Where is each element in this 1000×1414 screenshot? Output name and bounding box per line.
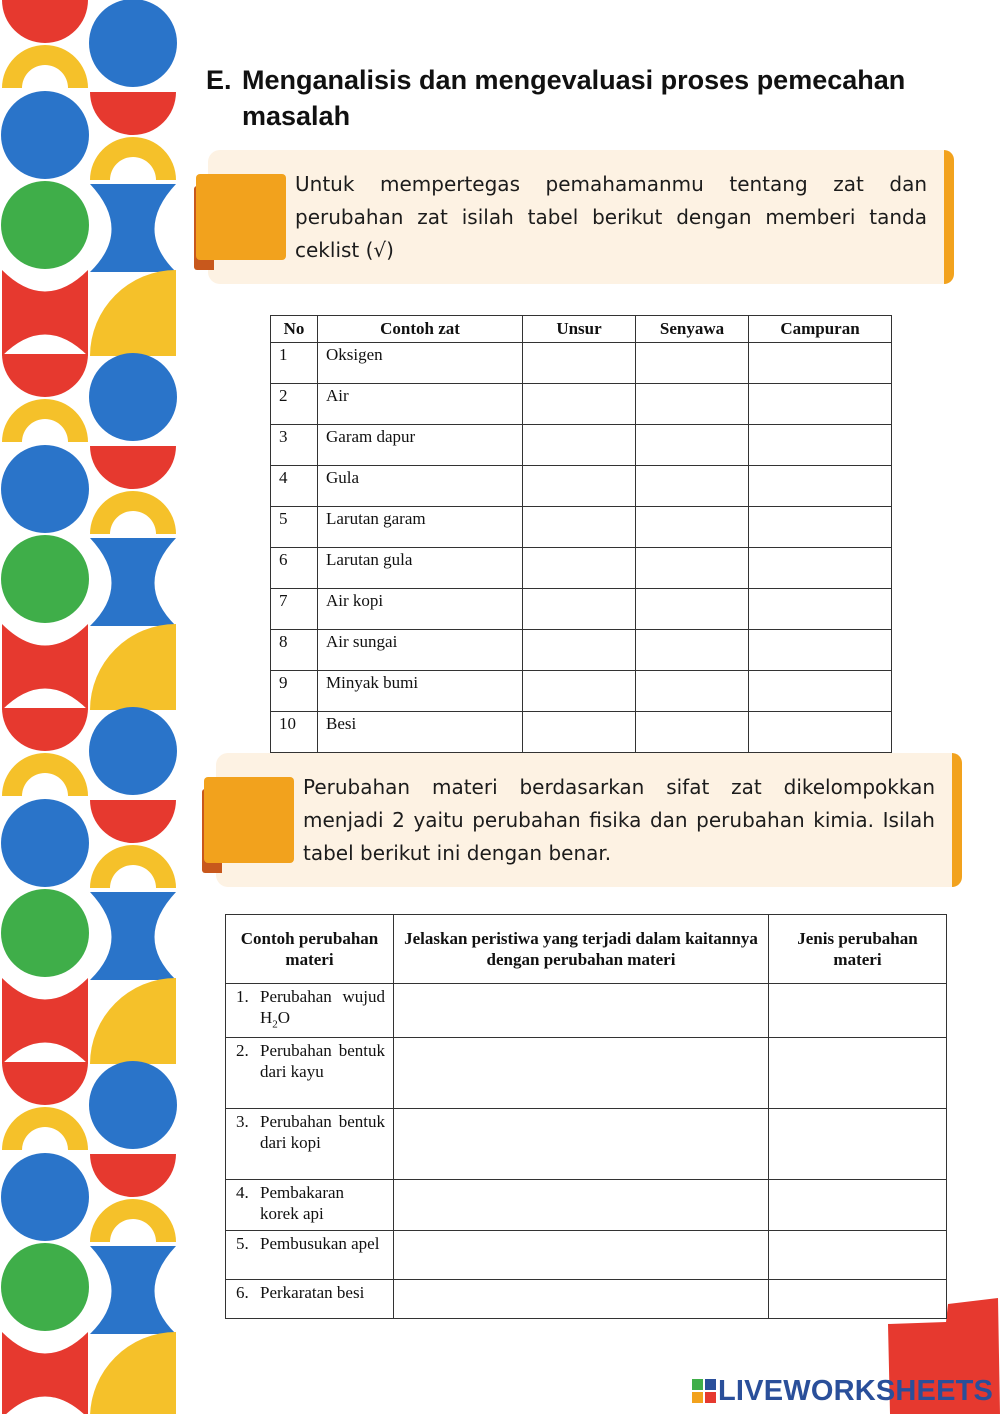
unsur-check-cell[interactable] <box>523 589 636 630</box>
section-letter: E. <box>206 65 232 95</box>
campuran-check-cell[interactable] <box>749 548 892 589</box>
example-text: Perubahan bentuk dari kayu <box>260 1041 385 1082</box>
header-campuran: Campuran <box>749 316 892 343</box>
unsur-check-cell[interactable] <box>523 343 636 384</box>
liveworksheets-logo-icon <box>692 1379 716 1403</box>
change-type-cell[interactable] <box>769 1231 947 1280</box>
header-no: No <box>271 316 318 343</box>
senyawa-check-cell[interactable] <box>636 425 749 466</box>
decorative-shape-border <box>0 0 180 1414</box>
example-cell <box>226 1038 394 1109</box>
example-cell <box>226 1280 394 1319</box>
table-row <box>271 712 892 753</box>
senyawa-check-cell[interactable] <box>636 712 749 753</box>
change-type-cell[interactable] <box>769 1180 947 1231</box>
substance-name: Larutan garam <box>318 507 523 548</box>
example-number: 5. <box>236 1234 249 1254</box>
header-jenis-perubahan: Jenis perubahan materi <box>769 915 947 984</box>
campuran-check-cell[interactable] <box>749 425 892 466</box>
table-row <box>271 630 892 671</box>
example-cell <box>226 1180 394 1231</box>
callout-tab <box>196 174 286 260</box>
substance-name: Oksigen <box>318 343 523 384</box>
instruction-text-2: Perubahan materi berdasarkan sifat zat dikelompokkan menjadi 2 yaitu perubahan fisika dan perubahan kimia. Isilah tabel berikut ini dengan benar. <box>303 775 935 865</box>
example-text: Perkaratan besi <box>260 1283 365 1303</box>
unsur-check-cell[interactable] <box>523 507 636 548</box>
change-type-cell[interactable] <box>769 1038 947 1109</box>
table-row <box>271 548 892 589</box>
senyawa-check-cell[interactable] <box>636 630 749 671</box>
substance-name: Air <box>318 384 523 425</box>
substance-name: Minyak bumi <box>318 671 523 712</box>
example-number: 1. <box>236 987 249 1006</box>
table-row <box>271 507 892 548</box>
table-row <box>271 671 892 712</box>
senyawa-check-cell[interactable] <box>636 384 749 425</box>
substance-name: Larutan gula <box>318 548 523 589</box>
table-header-row <box>226 915 947 984</box>
senyawa-check-cell[interactable] <box>636 589 749 630</box>
substance-name: Besi <box>318 712 523 753</box>
instruction-callout-2 <box>216 753 962 887</box>
campuran-check-cell[interactable] <box>749 343 892 384</box>
change-type-cell[interactable] <box>769 1109 947 1180</box>
example-text: Perubahan wujud H <box>260 987 385 1027</box>
explanation-cell[interactable] <box>394 1231 769 1280</box>
unsur-check-cell[interactable] <box>523 712 636 753</box>
example-number: 2. <box>236 1041 249 1061</box>
row-number: 6 <box>271 548 318 589</box>
substance-name: Air kopi <box>318 589 523 630</box>
explanation-cell[interactable] <box>394 984 769 1038</box>
example-number: 6. <box>236 1283 249 1303</box>
substance-classification-table <box>270 315 892 753</box>
substance-name: Garam dapur <box>318 425 523 466</box>
change-type-cell[interactable] <box>769 1280 947 1319</box>
callout-accent-bar <box>944 150 954 284</box>
example-text: Pembakaran korek api <box>260 1183 345 1224</box>
table-row <box>226 1180 947 1231</box>
liveworksheets-logo <box>692 1374 993 1408</box>
table-header-row <box>271 316 892 343</box>
row-number: 5 <box>271 507 318 548</box>
campuran-check-cell[interactable] <box>749 466 892 507</box>
substance-name: Air sungai <box>318 630 523 671</box>
explanation-cell[interactable] <box>394 1280 769 1319</box>
table-row <box>271 466 892 507</box>
senyawa-check-cell[interactable] <box>636 343 749 384</box>
campuran-check-cell[interactable] <box>749 384 892 425</box>
header-senyawa: Senyawa <box>636 316 749 343</box>
senyawa-check-cell[interactable] <box>636 671 749 712</box>
example-text-tail: O <box>277 1008 291 1027</box>
table-row <box>226 1231 947 1280</box>
table-row <box>271 343 892 384</box>
example-cell <box>226 1231 394 1280</box>
example-text: Perubahan bentuk dari kopi <box>260 1112 385 1153</box>
row-number: 3 <box>271 425 318 466</box>
example-number: 3. <box>236 1112 249 1132</box>
example-subscript: 2 <box>272 1018 278 1031</box>
campuran-check-cell[interactable] <box>749 630 892 671</box>
unsur-check-cell[interactable] <box>523 425 636 466</box>
campuran-check-cell[interactable] <box>749 671 892 712</box>
instruction-callout-1 <box>208 150 954 284</box>
campuran-check-cell[interactable] <box>749 589 892 630</box>
callout-tab <box>204 777 294 863</box>
header-contoh-zat: Contoh zat <box>318 316 523 343</box>
row-number: 4 <box>271 466 318 507</box>
instruction-text-1: Untuk mempertegas pemahamanmu tentang zat dan perubahan zat isilah tabel berikut dengan memberi tanda ceklist (√) <box>295 172 927 262</box>
unsur-check-cell[interactable] <box>523 548 636 589</box>
row-number: 1 <box>271 343 318 384</box>
unsur-check-cell[interactable] <box>523 384 636 425</box>
liveworksheets-wordmark: LIVEWORKSHEETS <box>718 1374 994 1407</box>
change-type-cell[interactable] <box>769 984 947 1038</box>
header-jelaskan-peristiwa: Jelaskan peristiwa yang terjadi dalam kaitannya dengan perubahan materi <box>394 915 769 984</box>
example-cell <box>226 1109 394 1180</box>
explanation-cell[interactable] <box>394 1109 769 1180</box>
header-contoh-perubahan: Contoh perubahan materi <box>226 915 394 984</box>
table-row <box>226 1109 947 1180</box>
row-number: 10 <box>271 712 318 753</box>
header-unsur: Unsur <box>523 316 636 343</box>
row-number: 7 <box>271 589 318 630</box>
unsur-check-cell[interactable] <box>523 466 636 507</box>
table-row <box>226 984 947 1038</box>
senyawa-check-cell[interactable] <box>636 548 749 589</box>
example-cell <box>226 984 394 1038</box>
callout-accent-bar <box>952 753 962 887</box>
campuran-check-cell[interactable] <box>749 507 892 548</box>
senyawa-check-cell[interactable] <box>636 507 749 548</box>
example-number: 4. <box>236 1183 249 1203</box>
unsur-check-cell[interactable] <box>523 671 636 712</box>
senyawa-check-cell[interactable] <box>636 466 749 507</box>
substance-name: Gula <box>318 466 523 507</box>
table-row <box>226 1038 947 1109</box>
section-heading <box>206 62 946 134</box>
example-text: Pembusukan apel <box>260 1234 380 1254</box>
row-number: 2 <box>271 384 318 425</box>
unsur-check-cell[interactable] <box>523 630 636 671</box>
table-row <box>271 384 892 425</box>
campuran-check-cell[interactable] <box>749 712 892 753</box>
row-number: 8 <box>271 630 318 671</box>
row-number: 9 <box>271 671 318 712</box>
explanation-cell[interactable] <box>394 1038 769 1109</box>
table-row <box>226 1280 947 1319</box>
explanation-cell[interactable] <box>394 1180 769 1231</box>
table-row <box>271 425 892 466</box>
table-row <box>271 589 892 630</box>
material-change-table <box>225 914 947 1319</box>
section-title: Menganalisis dan mengevaluasi proses pemecahan masalah <box>242 65 906 131</box>
